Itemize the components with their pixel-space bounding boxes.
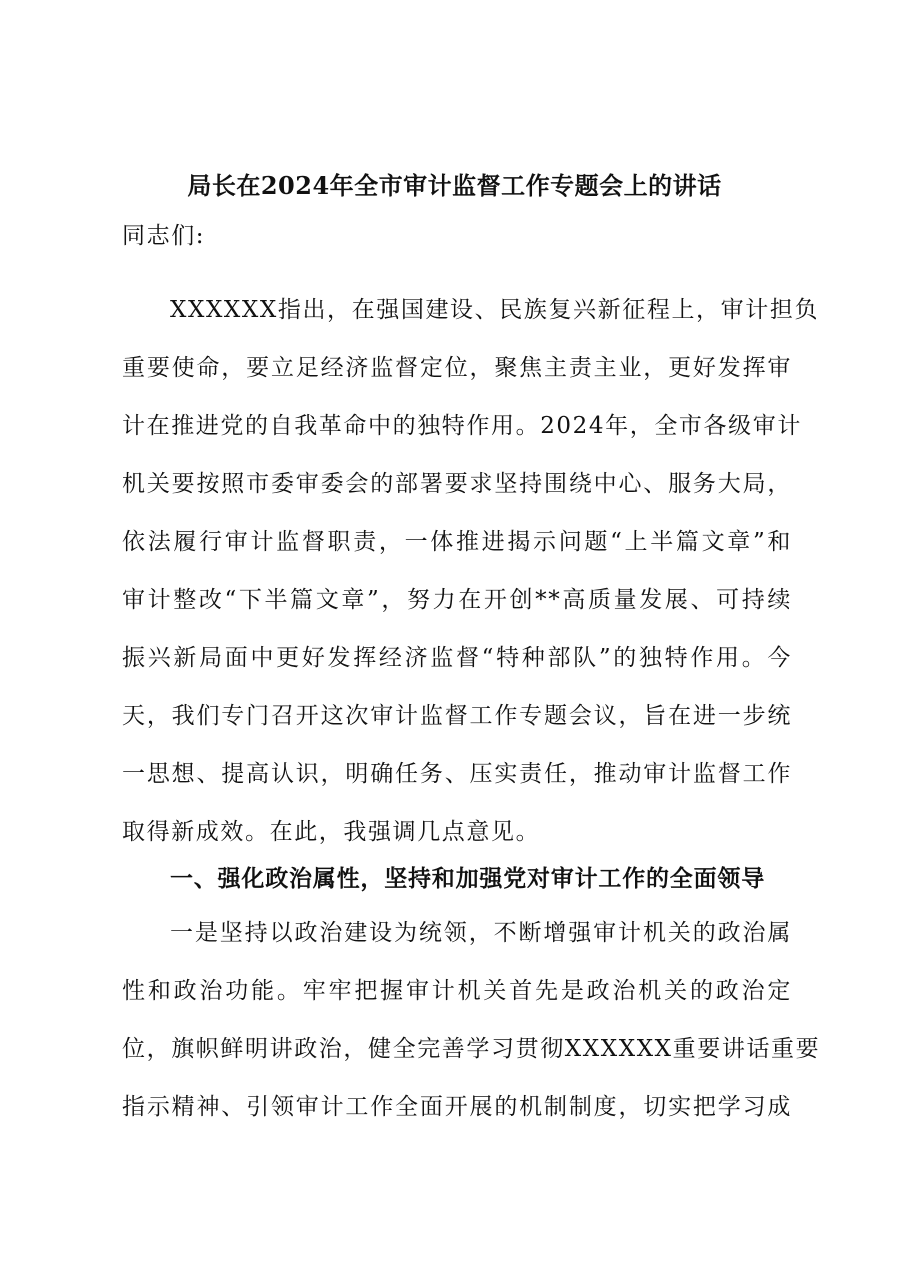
paragraph-line: 位，旗帜鲜明讲政治，健全完善学习贯彻XXXXXX重要讲话重要 (122, 1036, 821, 1062)
paragraph-line: 一思想、提高认识，明确任务、压实责任，推动审计监督工作 (122, 761, 792, 787)
paragraph-line: 重要使命，要立足经济监督定位，聚焦主责主业，更好发挥审 (122, 355, 792, 381)
paragraph-line: 振兴新局面中更好发挥经济监督“特种部队”的独特作用。今 (122, 645, 792, 671)
paragraph-line: 审计整改“下半篇文章”，努力在开创**高质量发展、可持续 (122, 587, 792, 613)
paragraph-line: XXXXXX指出，在强国建设、民族复兴新征程上，审计担负 (170, 297, 820, 323)
paragraph-line: 依法履行审计监督职责，一体推进揭示问题“上半篇文章”和 (122, 529, 792, 555)
paragraph-line: 取得新成效。在此，我强调几点意见。 (122, 819, 541, 845)
greeting: 同志们: (122, 223, 206, 249)
paragraph-line: 机关要按照市委审委会的部署要求坚持围绕中心、服务大局， (122, 471, 792, 497)
document-title: 局长在2024年全市审计监督工作专题会上的讲话 (187, 171, 722, 200)
paragraph-line: 指示精神、引领审计工作全面开展的机制制度，切实把学习成 (122, 1094, 792, 1120)
paragraph-1 (122, 281, 820, 861)
paragraph-line: 天，我们专门召开这次审计监督工作专题会议，旨在进一步统 (122, 703, 792, 729)
paragraph-line: 一是坚持以政治建设为统领，不断增强审计机关的政治属 (170, 920, 792, 946)
paragraph-line: 计在推进党的自我革命中的独特作用。2024年，全市各级审计 (122, 413, 802, 439)
section-heading-1: 一、强化政治属性，坚持和加强党对审计工作的全面领导 (170, 866, 765, 892)
paragraph-line: 性和政治功能。牢牢把握审计机关首先是政治机关的政治定 (122, 978, 792, 1004)
paragraph-2 (122, 904, 821, 1136)
